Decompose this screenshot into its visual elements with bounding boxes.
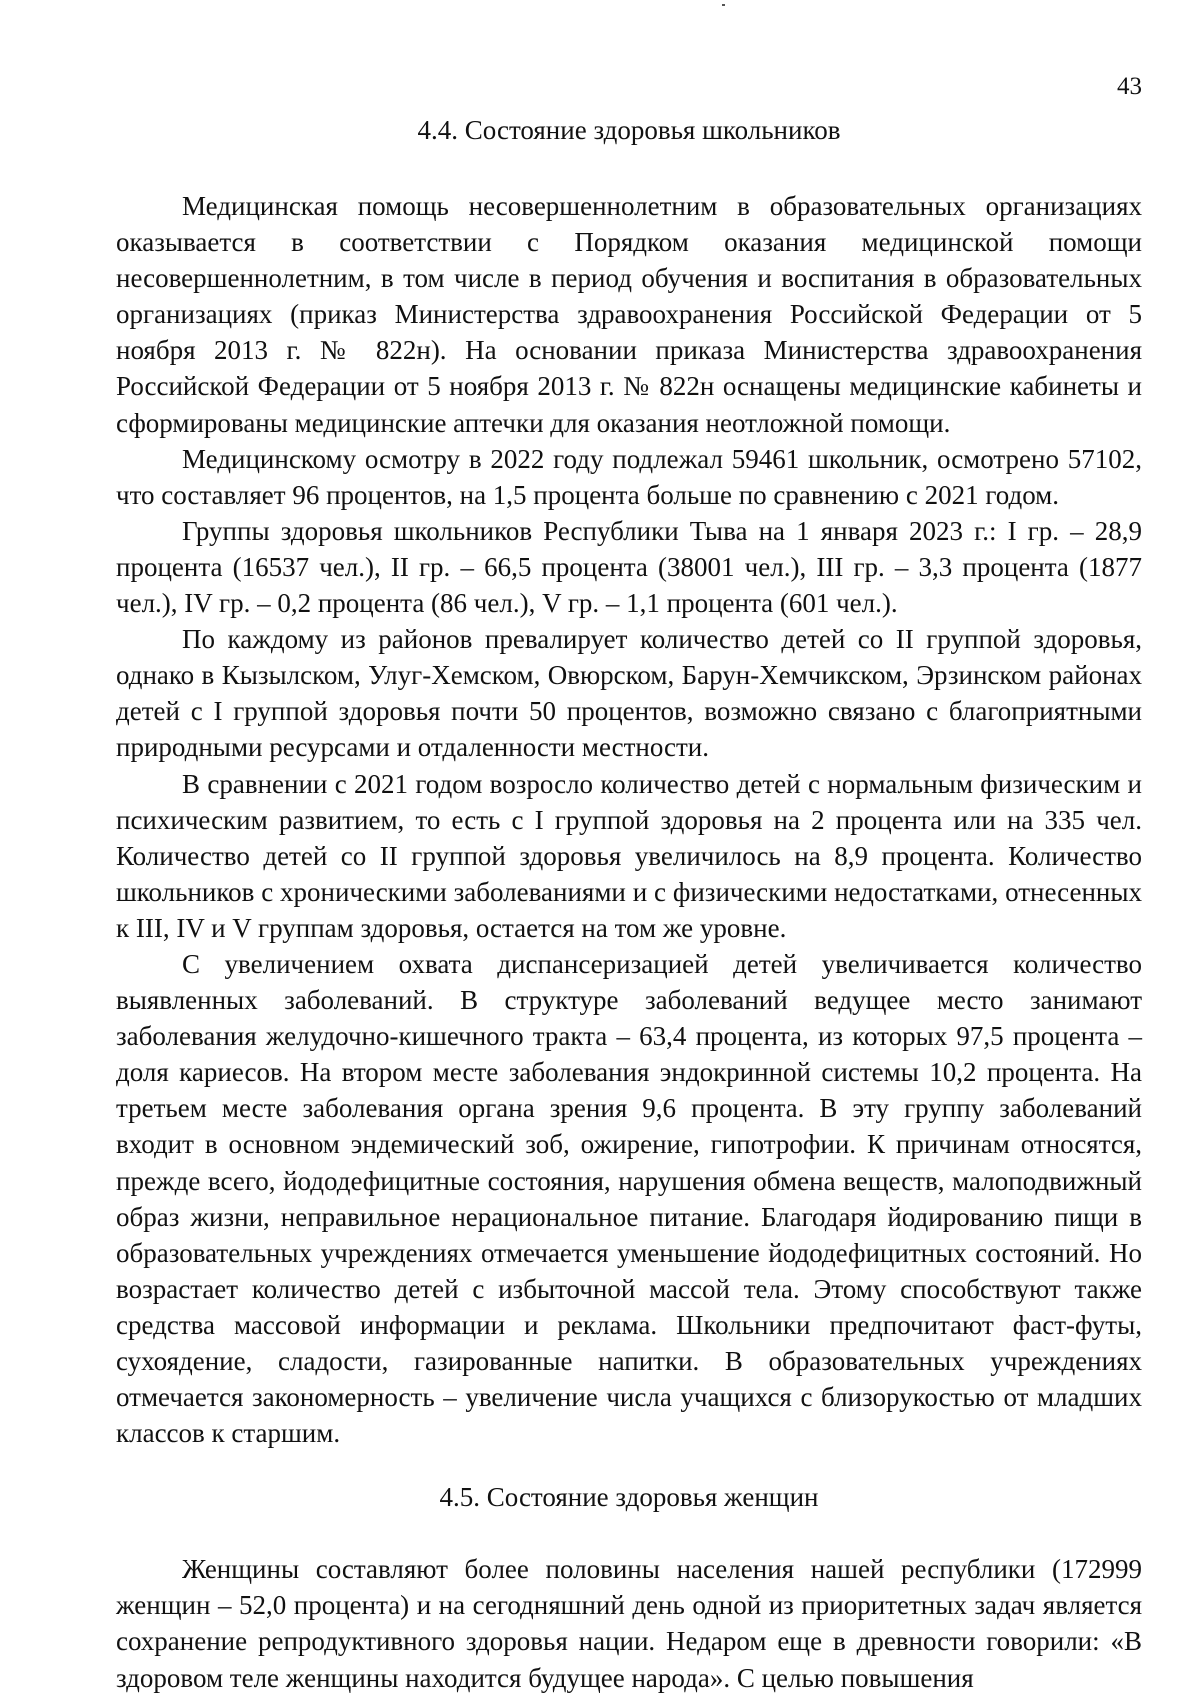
paragraph: Медицинская помощь несовершеннолетним в образовательных организациях оказывается в соответствии с Порядком оказания медицинской помощи несовершеннолетним, в том числе в период обучения и воспитания в образовательных организациях (приказ Министерства здравоохранения Российской Федерации от 5 ноября 2013 г. № 822н). На основании приказа Министерства здравоохранения Российской Федерации от 5 ноября 2013 г. № 822н оснащены медицинские кабинеты и сформированы медицинские аптечки для оказания неотложной помощи. bbox=[116, 191, 1142, 438]
paragraph: В сравнении с 2021 годом возросло количество детей с нормальным физическим и психическим развитием, то есть с I группой здоровья на 2 процента или на 335 чел. Количество детей со II группой здоровья увеличилось на 8,9 процента. Количество школьников с хроническими заболеваниями и с физическими недостатками, отнесенных к III, IV и V группам здоровья, остается на том же уровне. bbox=[116, 768, 1142, 943]
paragraph: По каждому из районов превалирует количество детей со II группой здоровья, однако в Кызылском, Улуг-Хемском, Овюрском, Барун-Хемчикском, Эрзинском районах детей с I группой здоровья почти 50 процентов, возможно связано с благоприятными природными ресурсами и отдаленности местности. bbox=[116, 624, 1142, 763]
page-number: 43 bbox=[1117, 73, 1142, 100]
section-title: 4.4. Состояние здоровья школьников bbox=[417, 115, 841, 145]
section-schoolchildren-health bbox=[116, 112, 1142, 1451]
scan-artifact-mark bbox=[722, 4, 725, 6]
page-content bbox=[116, 112, 1142, 1696]
paragraph: Группы здоровья школьников Республики Тыва на 1 января 2023 г.: I гр. – 28,9 процента (16537 чел.), II гр. – 66,5 процента (38001 чел.), III гр. – 3,3 процента (1877 чел.), IV гр. – 0,2 процента (86 чел.), V гр. – 1,1 процента (601 чел.). bbox=[116, 515, 1142, 619]
paragraph: С увеличением охвата диспансеризацией детей увеличивается количество выявленных заболеваний. В структуре заболеваний ведущее место занимают заболевания желудочно-кишечного тракта – 63,4 процента, из которых 97,5 процента – доля кариесов. На втором месте заболевания эндокринной системы 10,2 процента. На третьем месте заболевания органа зрения 9,6 процента. В эту группу заболеваний входит в основном эндемический зоб, ожирение, гипотрофии. К причинам относятся, прежде всего, йододефицитные состояния, нарушения обмена веществ, малоподвижный образ жизни, неправильное нерациональное питание. Благодаря йодированию пищи в образовательных учреждениях отмечается уменьшение йододефицитных состояний. Но возрастает количество детей с избыточной массой тела. Этому способствуют также средства массовой информации и реклама. Школьники предпочитают фаст-футы, сухоядение, сладости, газированные напитки. В образовательных учреждениях отмечается закономерность – увеличение числа учащихся с близорукостью от младших классов к старшим. bbox=[116, 948, 1142, 1449]
paragraph: Медицинскому осмотру в 2022 году подлежал 59461 школьник, осмотрено 57102, что составляет 96 процентов, на 1,5 процента больше по сравнению с 2021 годом. bbox=[116, 443, 1142, 510]
section-title: 4.5. Состояние здоровья женщин bbox=[439, 1482, 819, 1513]
section-women-health bbox=[116, 1479, 1142, 1695]
paragraph: Женщины составляют более половины населения нашей республики (172999 женщин – 52,0 процента) и на сегодняшний день одной из приоритетных задач является сохранение репродуктивного здоровья нации. Недаром еще в древности говорили: «В здоровом теле женщины находится будущее народа». С целью повышения bbox=[116, 1554, 1142, 1693]
